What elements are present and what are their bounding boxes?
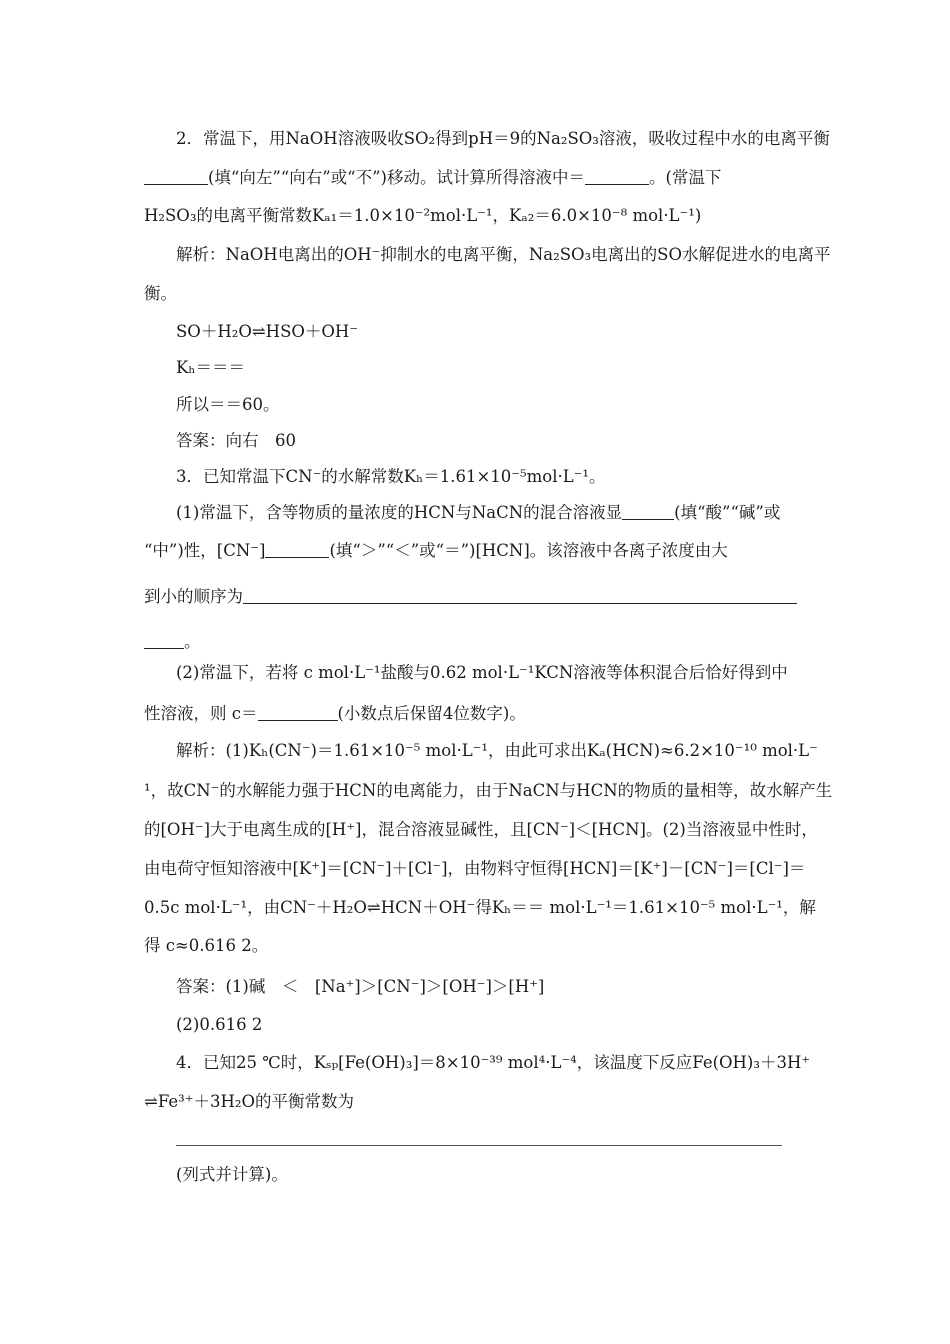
q2-line-1: 2．常温下，用NaOH溶液吸收SO₂得到pH＝9的Na₂SO₃溶液，吸收过程中水的电离平衡	[176, 129, 830, 148]
q2-answer: 答案：向右 60	[176, 431, 296, 450]
q3-analysis-5: 0.5c mol·L⁻¹，由CN⁻＋H₂O⇌HCN＋OH⁻得Kₕ＝＝ mol·L⁻¹＝1.61×10⁻⁵ mol·L⁻¹，解	[144, 898, 816, 917]
q3-part1-text-a: (1)常温下，含等物质的量浓度的HCN与NaCN的混合溶液显	[176, 503, 623, 522]
q3-part2-line-1: (2)常温下，若将 c mol·L⁻¹盐酸与0.62 mol·L⁻¹KCN溶液等体积混合后恰好得到中	[176, 663, 788, 682]
q3-analysis-4: 由电荷守恒知溶液中[K⁺]＝[CN⁻]＋[Cl⁻]，由物料守恒得[HCN]＝[K⁺]－[CN⁻]＝[Cl⁻]＝	[144, 859, 806, 878]
q3-part2-line-2	[144, 702, 526, 726]
q3-part1-line-1	[176, 501, 780, 525]
answer-line	[176, 1145, 782, 1146]
answer-blank	[144, 632, 184, 649]
answer-blank	[622, 503, 674, 520]
q3-stem: 3．已知常温下CN⁻的水解常数Kₕ＝1.61×10⁻⁵mol·L⁻¹。	[176, 467, 606, 486]
q3-part1-line-3	[144, 585, 797, 609]
q4-line-2: ⇌Fe³⁺＋3H₂O的平衡常数为	[144, 1092, 354, 1111]
q3-answer-2: (2)0.616 2	[176, 1015, 263, 1034]
answer-blank	[585, 168, 649, 185]
q4-line-3: (列式并计算)。	[176, 1165, 288, 1184]
q3-analysis-2: ¹，故CN⁻的水解能力强于HCN的电离能力，由于NaCN与HCN的物质的量相等，故水解产生	[144, 781, 833, 800]
q3-part1-text-f: 。	[184, 632, 201, 651]
q2-line-2-end: 。(常温下	[649, 168, 722, 187]
q2-line-3: H₂SO₃的电离平衡常数Kₐ₁＝1.0×10⁻²mol·L⁻¹，Kₐ₂＝6.0×10⁻⁸ mol·L⁻¹)	[144, 206, 702, 225]
q3-analysis-6: 得 c≈0.616 2。	[144, 936, 269, 955]
q2-kh: Kₕ＝＝＝	[176, 358, 245, 377]
q2-result: 所以＝＝60。	[176, 395, 280, 414]
q3-part1-text-d: (填“＞”“＜”或“＝”)[HCN]。该溶液中各离子浓度由大	[329, 541, 728, 560]
q3-part1-line-4	[144, 630, 201, 654]
q3-part2-text-b: (小数点后保留4位数字)。	[337, 704, 526, 723]
q2-equation: SO＋H₂O⇌HSO＋OH⁻	[176, 322, 359, 341]
q2-analysis-1: 解析：NaOH电离出的OH⁻抑制水的电离平衡，Na₂SO₃电离出的SO水解促进水的电离平	[176, 245, 831, 264]
q3-part1-text-b: (填“酸”“碱”或	[674, 503, 781, 522]
answer-blank	[265, 541, 329, 558]
q4-line-1: 4．已知25 ℃时，Kₛₚ[Fe(OH)₃]＝8×10⁻³⁹ mol⁴·L⁻⁴，该温度下反应Fe(OH)₃＋3H⁺	[176, 1053, 811, 1072]
q2-analysis-2: 衡。	[144, 284, 177, 303]
answer-blank	[258, 704, 338, 721]
q2-line-2	[144, 166, 721, 190]
q3-part1-text-c: “中”)性，[CN⁻]	[144, 541, 266, 560]
q3-part2-text-a: 性溶液，则 c＝	[144, 704, 258, 723]
q2-line-2-text: (填“向左”“向右”或“不”)移动。试计算所得溶液中＝	[208, 168, 585, 187]
q3-analysis-1: 解析：(1)Kₕ(CN⁻)＝1.61×10⁻⁵ mol·L⁻¹，由此可求出Kₐ(HCN)≈6.2×10⁻¹⁰ mol·L⁻	[176, 741, 818, 760]
answer-blank	[144, 168, 208, 185]
q3-analysis-3: 的[OH⁻]大于电离生成的[H⁺]，混合溶液显碱性，且[CN⁻]＜[HCN]。(2)当溶液显中性时，	[144, 820, 818, 839]
q3-answer-1: 答案：(1)碱 ＜ [Na⁺]＞[CN⁻]＞[OH⁻]＞[H⁺]	[176, 977, 545, 996]
answer-blank	[243, 587, 797, 604]
q3-part1-line-2	[144, 539, 728, 563]
q3-part1-text-e: 到小的顺序为	[144, 587, 243, 606]
